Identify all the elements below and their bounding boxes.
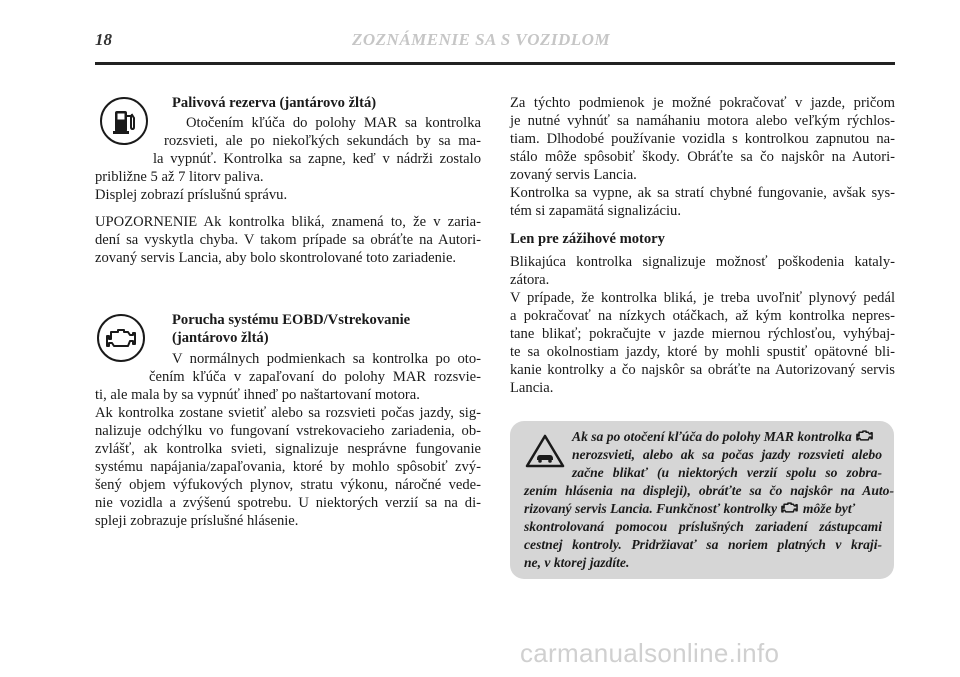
eobd-line-2: čením kľúča v zapaľovaní do polohy MAR rozsvie- [149,369,481,385]
eobd-line-8: šený objem výfukových plynov, stratu výkonu, náročné vede- [95,477,481,493]
petrol-engines-subheading: Len pre zážihové motory [510,231,665,247]
warning-box-line-8: ne, v ktorej jazdíte. [524,555,630,570]
right-para2-line-5: tane blikať; pokračujte v jazde miernou rýchlosťou, vyhýbaj- [510,326,895,342]
engine-icon [855,429,874,442]
warning-para-line-1: UPOZORNENIE Ak kontrolka bliká, znamená to, že v zaria- [95,214,481,230]
warning-box-line-5b: môže byť [802,501,856,516]
right-para2-line-4: a pokračovať na nízkych otáčkach, až kým kontrolka nepres- [510,308,895,324]
right-para1-line-2: je nutné vyhnúť sa namáhaniu motora alebo veľkým rýchlos- [510,113,895,129]
right-para2-line-1: Blikajúca kontrolka signalizuje možnosť poškodenia kataly- [510,254,895,270]
engine-icon [97,314,145,362]
fuel-line-4: približne 5 až 7 litorv paliva. [95,169,264,185]
warning-box-line-1 [572,428,874,446]
fuel-line-5: Displej zobrazí príslušnú správu. [95,187,288,203]
running-head: ZOZNÁMENIE SA S VOZIDLOM [352,30,611,49]
fuel-line-1: Otočením kľúča do polohy MAR sa kontrolka [186,115,481,131]
right-para1-line-5: zovaný servis Lancia. [510,167,637,183]
page-number: 18 [95,30,112,49]
warning-box-line-4: zením hlásenia na displeji), obráťte sa čo najskôr na Auto- [524,483,894,498]
watermark: carmanualsonline.info [520,638,780,668]
right-para1-line-7: tém si zapamätá signalizáciu. [510,203,681,219]
right-para1-line-6: Kontrolka sa vypne, ak sa stratí chybné fungovanie, avšak sys- [510,185,895,201]
warning-para-line-2: dení sa vyskytla chyba. V takom prípade sa obráťte na Autori- [95,232,481,248]
warning-box-line-7: cestnej kontroly. Pridržiavať sa noriem platných v kraji- [524,537,882,552]
fuel-reserve-title: Palivová rezerva (jantárovo žltá) [172,95,377,111]
eobd-line-1: V normálnych podmienkach sa kontrolka po oto- [172,351,481,367]
engine-icon [780,501,799,514]
fuel-pump-icon [100,97,148,145]
eobd-line-7: systému napájania/zapaľovania, ktoré by mohlo spôsobiť zvý- [95,459,481,475]
right-para1-line-4: stálo môže spôsobiť škody. Obráťte sa čo najskôr na Autori- [510,149,895,165]
eobd-title-1: Porucha systému EOBD/Vstrekovanie [172,312,411,328]
warning-box-line-2: nerozsvieti, alebo ak sa počas jazdy rozsvieti alebo [572,447,882,462]
fuel-line-3: la vypnúť. Kontrolka sa zapne, keď v nádrži zostalo [153,151,481,167]
header-rule [95,62,895,65]
warning-box-line-5 [524,500,855,518]
warning-box-line-6: skontrolovaná pomocou príslušných zariadení zástupcami [524,519,882,534]
eobd-line-4: Ak kontrolka zostane svietiť alebo sa rozsvieti počas jazdy, sig- [95,405,481,421]
eobd-line-6: zvlášť, ak kontrolka svieti, signalizuje nesprávne fungovanie [95,441,481,457]
right-para2-line-2: zátora. [510,272,550,288]
warning-box-line-5a: rizovaný servis Lancia. Funkčnosť kontrolky [524,501,778,516]
right-para2-line-6: te sa okolnostiam jazdy, ktoré by mohli spustiť opätovné bli- [510,344,895,360]
right-para2-line-3: V prípade, že kontrolka bliká, je treba uvoľniť plynový pedál [510,290,895,306]
warning-box-line-1-text: Ak sa po otočení kľúča do polohy MAR kontrolka [572,429,852,444]
right-para2-line-7: kanie kontrolky a čo najskôr sa obráťte na Autorizovaný servis [510,362,895,378]
right-para1-line-3: tiam. Dlhodobé používanie vozidla s kontrolkou zapnutou na- [510,131,895,147]
fuel-line-2: rozsvieti, ale po niekoľkých sekundách by sa ma- [164,133,481,149]
right-para1-line-1: Za týchto podmienok je možné pokračovať v jazde, pričom [510,95,895,111]
warning-box-line-3: začne blikať (u niektorých verzií spolu so zobra- [572,465,882,480]
right-para2-line-8: Lancia. [510,380,554,396]
eobd-line-9: nie vozidla a zvýšenú spotrebu. U niektorých verzií sa na di- [95,495,481,511]
eobd-line-10: spleji zobrazuje príslušné hlásenie. [95,513,299,529]
eobd-line-3: ti, ale mala by sa vypnúť ihneď po naštartovaní motora. [95,387,420,403]
warning-para-line-3: zovaný servis Lancia, aby bolo skontrolované toto zariadenie. [95,250,457,266]
eobd-line-5: nalizuje odchýlku vo fungovaní vstrekovacieho zariadenia, ob- [95,423,481,439]
eobd-title-2: (jantárovo žltá) [172,330,269,346]
warning-triangle-icon [524,433,566,474]
